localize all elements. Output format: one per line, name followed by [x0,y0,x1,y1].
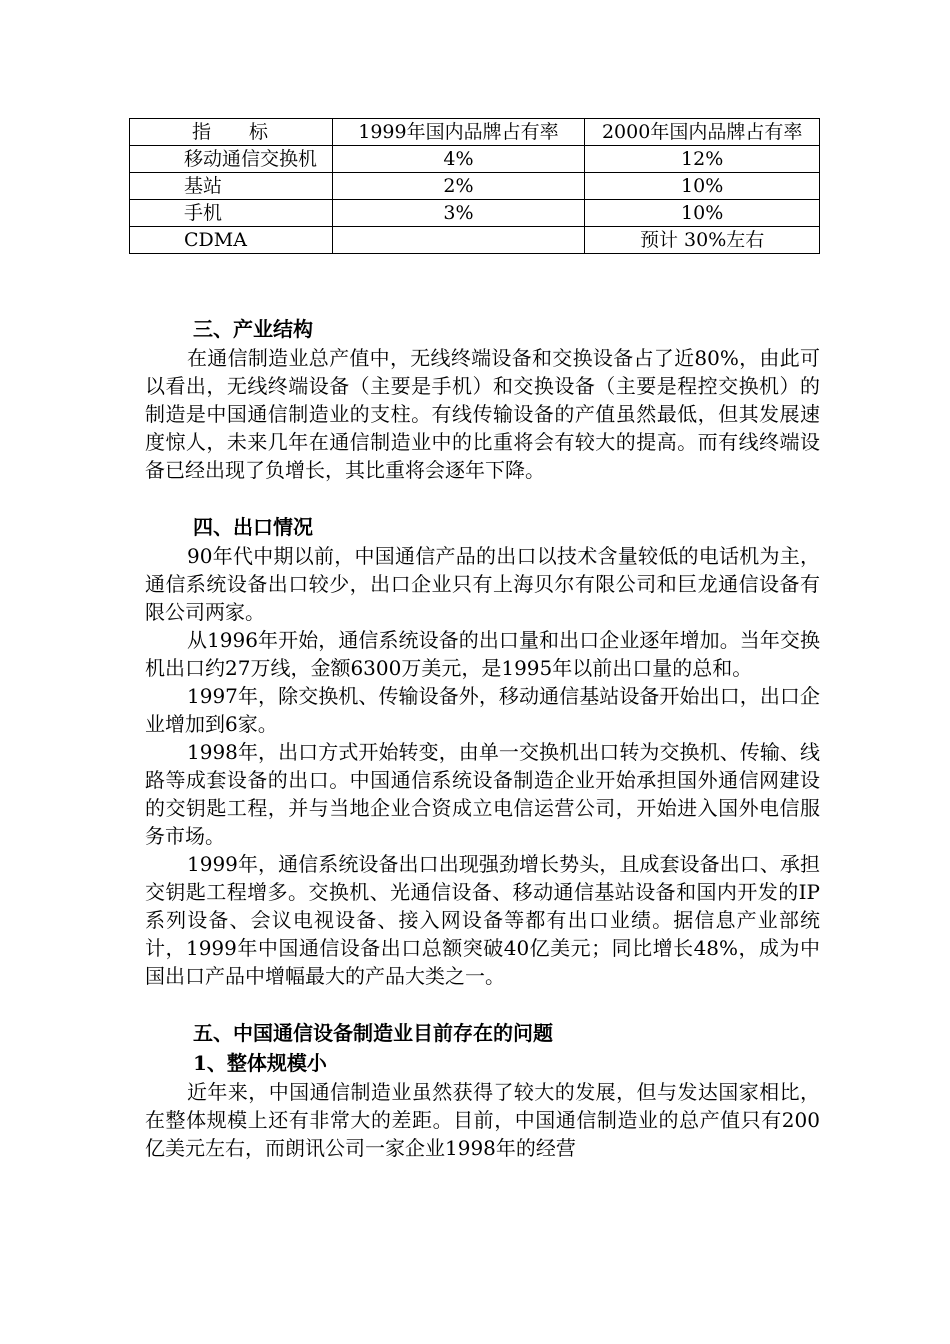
table-cell: 12% [585,146,820,173]
table-header-cell: 1999年国内品牌占有率 [332,119,585,146]
table-header-row [130,119,820,146]
table-row [130,173,820,200]
paragraph: 1999年，通信系统设备出口出现强劲增长势头，且成套设备出口、承担交钥匙工程增多。交换机、光通信设备、移动通信基站设备和国内开发的IP系列设备、会议电视设备、接入网设备等都有出口业绩。据信息产业部统计，1999年中国通信设备出口总额突破40亿美元；同比增长48%，成为中国出口产品中增幅最大的产品大类之一。 [145,852,820,988]
table-cell: 10% [585,200,820,227]
table-row [130,200,820,227]
subsection-heading-scale: 1、整体规模小 [193,1051,327,1075]
table-header-cell: 指 标 [130,119,333,146]
section-heading-problems: 五、中国通信设备制造业目前存在的问题 [193,1021,553,1045]
section-heading-export: 四、出口情况 [193,515,313,539]
section-heading-industry-structure: 三、产业结构 [193,317,313,341]
table-cell: CDMA [130,227,333,254]
paragraph: 1998年，出口方式开始转变，由单一交换机出口转为交换机、传输、线路等成套设备的出口。中国通信系统设备制造企业开始承担国外通信网建设的交钥匙工程，并与当地企业合资成立电信运营公司，开始进入国外电信服务市场。 [145,740,820,848]
table-cell: 预计 30%左右 [585,227,820,254]
paragraph: 在通信制造业总产值中，无线终端设备和交换设备占了近80%，由此可以看出，无线终端设备（主要是手机）和交换设备（主要是程控交换机）的制造是中国通信制造业的支柱。有线传输设备的产值虽然最低，但其发展速度惊人，未来几年在通信制造业中的比重将会有较大的提高。而有线终端设备已经出现了负增长，其比重将会逐年下降。 [145,346,820,482]
table-cell: 4% [332,146,585,173]
table-cell: 3% [332,200,585,227]
table-cell: 10% [585,173,820,200]
table-header-cell: 2000年国内品牌占有率 [585,119,820,146]
paragraph: 近年来，中国通信制造业虽然获得了较大的发展，但与发达国家相比，在整体规模上还有非常大的差距。目前，中国通信制造业的总产值只有200亿美元左右，而朗讯公司一家企业1998年的经营 [145,1080,820,1160]
paragraph: 从1996年开始，通信系统设备的出口量和出口企业逐年增加。当年交换机出口约27万线，金额6300万美元，是1995年以前出口量的总和。 [145,628,820,680]
table-cell [332,227,585,254]
table-row [130,146,820,173]
market-share-table [129,118,820,254]
paragraph: 90年代中期以前，中国通信产品的出口以技术含量较低的电话机为主，通信系统设备出口较少，出口企业只有上海贝尔有限公司和巨龙通信设备有限公司两家。 [145,544,820,624]
table-cell: 基站 [130,173,333,200]
table-cell: 手机 [130,200,333,227]
table-cell: 2% [332,173,585,200]
table-row [130,227,820,254]
paragraph: 1997年，除交换机、传输设备外，移动通信基站设备开始出口，出口企业增加到6家。 [145,684,820,736]
document-page [145,118,820,1162]
table-cell: 移动通信交换机 [130,146,333,173]
